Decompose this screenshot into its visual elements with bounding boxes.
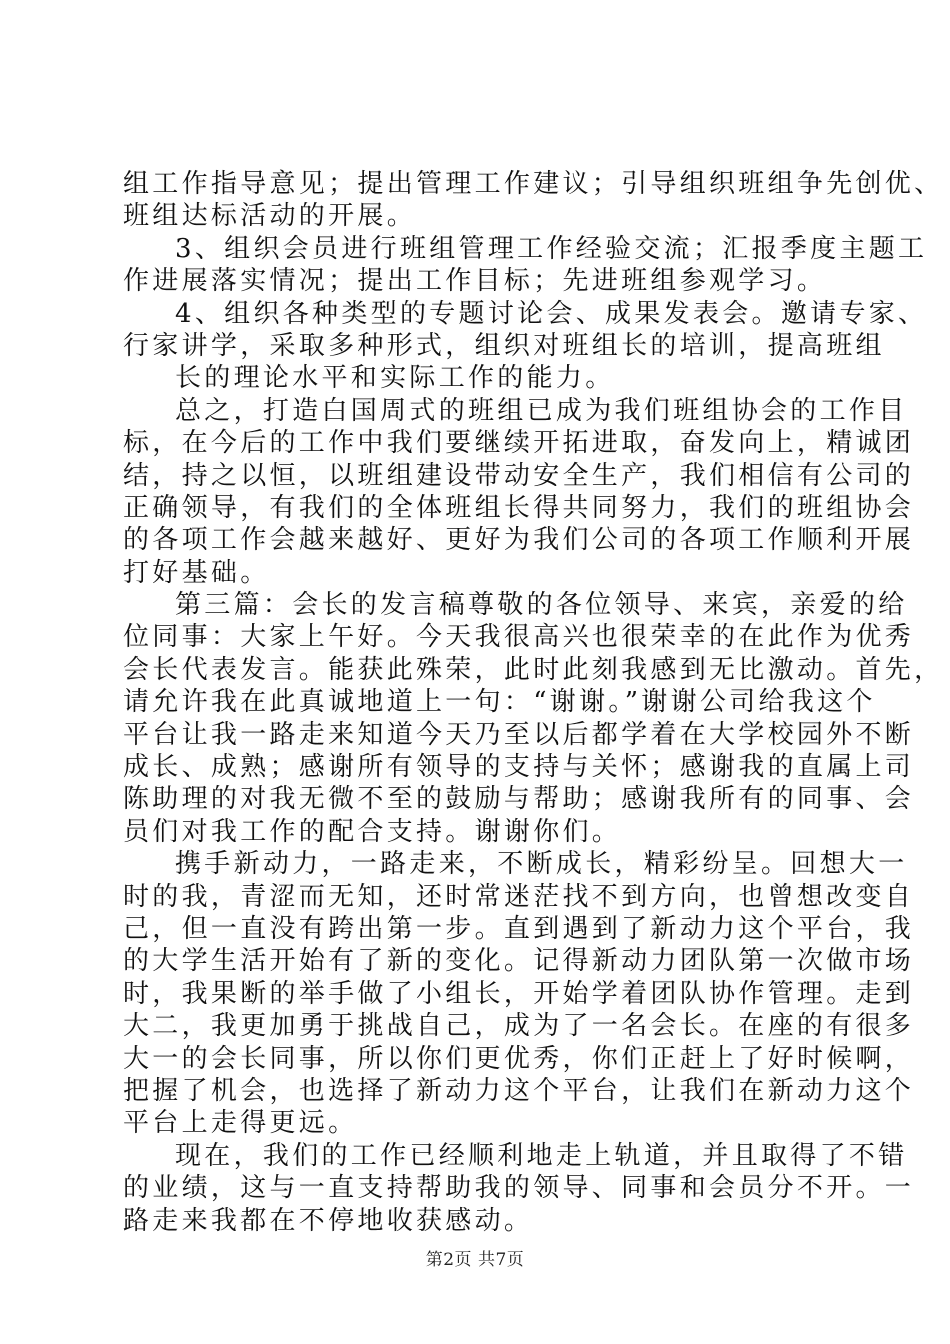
text-line: 请允许我在此真诚地道上一句：“谢谢。”谢谢公司给我这个 [123,687,876,718]
text-line: 总之，打造白国周式的班组已成为我们班组协会的工作目 [175,395,908,426]
text-line: 现在，我们的工作已经顺利地走上轨道，并且取得了不错 [175,1140,908,1171]
text-line: 平台让我一路走来知道今天乃至以后都学着在大学校园外不断 [123,719,915,750]
text-line: 大二，我更加勇于挑战自己，成为了一名会长。在座的有很多 [123,1011,915,1042]
text-line: 行家讲学，采取多种形式，组织对班组长的培训，提高班组 [123,330,885,361]
text-line: 陈助理的对我无微不至的鼓励与帮助；感谢我所有的同事、会 [123,784,915,815]
text-line: 的业绩，这与一直支持帮助我的领导、同事和会员分不开。一 [123,1173,915,1204]
text-line: 时的我，青涩而无知，还时常迷茫找不到方向，也曾想改变自 [123,881,915,912]
text-line: 打好基础。 [123,557,270,588]
text-line: 平台上走得更远。 [123,1108,358,1139]
text-line: 正确领导，有我们的全体班组长得共同努力，我们的班组协会 [123,492,915,523]
text-line: 4、组织各种类型的专题讨论会、成果发表会。邀请专家、 [175,298,928,329]
text-line: 的各项工作会越来越好、更好为我们公司的各项工作顺利开展 [123,525,915,556]
text-line: 会长代表发言。能获此殊荣，此时此刻我感到无比激动。首先， [123,654,944,685]
text-line: 位同事：大家上午好。今天我很高兴也很荣幸的在此作为优秀 [123,622,915,653]
text-line: 第三篇：会长的发言稿尊敬的各位领导、来宾，亲爱的给 [175,590,908,621]
text-line: 的大学生活开始有了新的变化。记得新动力团队第一次做市场 [123,946,915,977]
page-number-footer: 第2页 共7页 [425,1250,525,1270]
text-line: 标，在今后的工作中我们要继续开拓进取，奋发向上，精诚团 [123,428,915,459]
document-body [123,168,944,1237]
text-line: 成长、成熟；感谢所有领导的支持与关怀；感谢我的直属上司 [123,752,915,783]
text-line: 作进展落实情况；提出工作目标；先进班组参观学习。 [123,266,827,297]
text-line: 把握了机会，也选择了新动力这个平台，让我们在新动力这个 [123,1075,915,1106]
text-line: 长的理论水平和实际工作的能力。 [175,363,615,394]
text-line: 时，我果断的举手做了小组长，开始学着团队协作管理。走到 [123,978,915,1009]
text-line: 携手新动力，一路走来，不断成长，精彩纷呈。回想大一 [175,849,908,880]
text-line: 3、组织会员进行班组管理工作经验交流；汇报季度主题工 [175,233,928,264]
text-line: 员们对我工作的配合支持。谢谢你们。 [123,816,622,847]
text-line: 组工作指导意见；提出管理工作建议；引导组织班组争先创优、 [123,169,944,199]
text-line: 己，但一直没有跨出第一步。直到遇到了新动力这个平台，我 [123,913,915,944]
text-line: 班组达标活动的开展。 [123,201,417,232]
text-line: 结，持之以恒，以班组建设带动安全生产，我们相信有公司的 [123,460,915,491]
text-line: 路走来我都在不停地收获感动。 [123,1205,534,1236]
text-line: 大一的会长同事，所以你们更优秀，你们正赶上了好时候啊， [123,1043,915,1074]
